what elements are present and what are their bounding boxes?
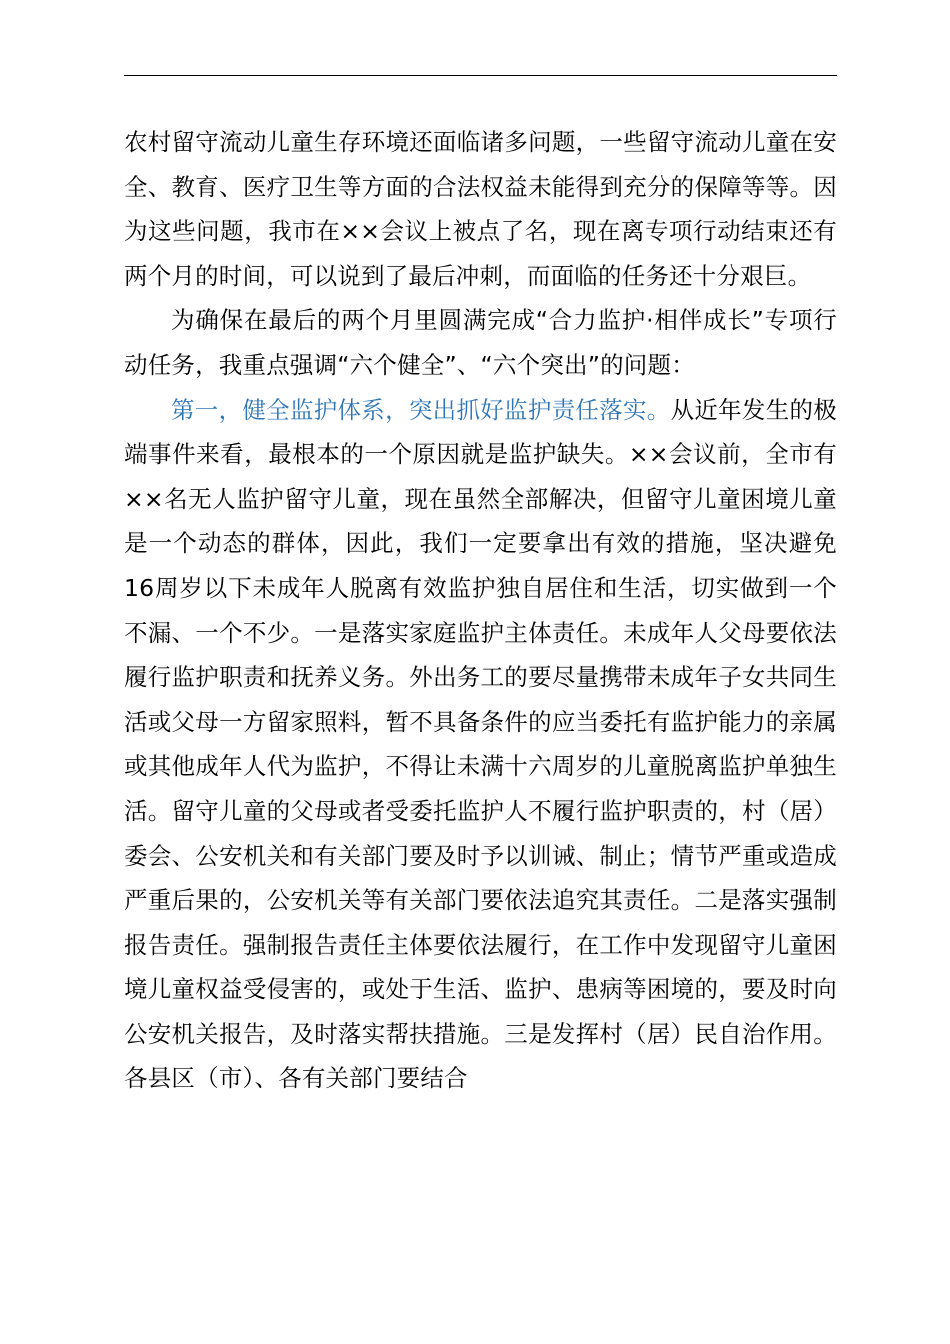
document-body: [124, 120, 837, 1101]
section-body: 从近年发生的极端事件来看，最根本的一个原因就是监护缺失。××会议前，全市有××名无人监护留守儿童，现在虽然全部解决，但留守儿童困境儿童是一个动态的群体，因此，我们一定要拿出有效的措施，坚决避免16周岁以下未成年人脱离有效监护独自居住和生活，切实做到一个不漏、一个不少。一是落实家庭监护主体责任。未成年人父母要依法履行监护职责和抚养义务。外出务工的要尽量携带未成年子女共同生活或父母一方留家照料，暂不具备条件的应当委托有监护能力的亲属或其他成年人代为监护，不得让未满十六周岁的儿童脱离监护单独生活。留守儿童的父母或者受委托监护人不履行监护职责的，村（居）委会、公安机关和有关部门要及时予以训诫、制止；情节严重或造成严重后果的，公安机关等有关部门要依法追究其责任。二是落实强制报告责任。强制报告责任主体要依法履行，在工作中发现留守儿童困境儿童权益受侵害的，或处于生活、监护、患病等困境的，要及时向公安机关报告，及时落实帮扶措施。三是发挥村（居）民自治作用。各县区（市）、各有关部门要结合: [124, 395, 837, 1093]
paragraph-continuation: 农村留守流动儿童生存环境还面临诸多问题，一些留守流动儿童在安全、教育、医疗卫生等方面的合法权益未能得到充分的保障等等。因为这些问题，我市在××会议上被点了名，现在离专项行动结束还有两个月的时间，可以说到了最后冲刺，而面临的任务还十分艰巨。: [124, 128, 837, 290]
section-heading: 第一，健全监护体系，突出抓好监护责任落实。: [171, 395, 671, 424]
paragraph-section-one: [124, 388, 837, 1102]
header-rule: [124, 75, 837, 76]
paragraph-intro: 为确保在最后的两个月里圆满完成“合力监护·相伴成长”专项行动任务，我重点强调“六个健全”、“六个突出”的问题：: [124, 306, 837, 379]
